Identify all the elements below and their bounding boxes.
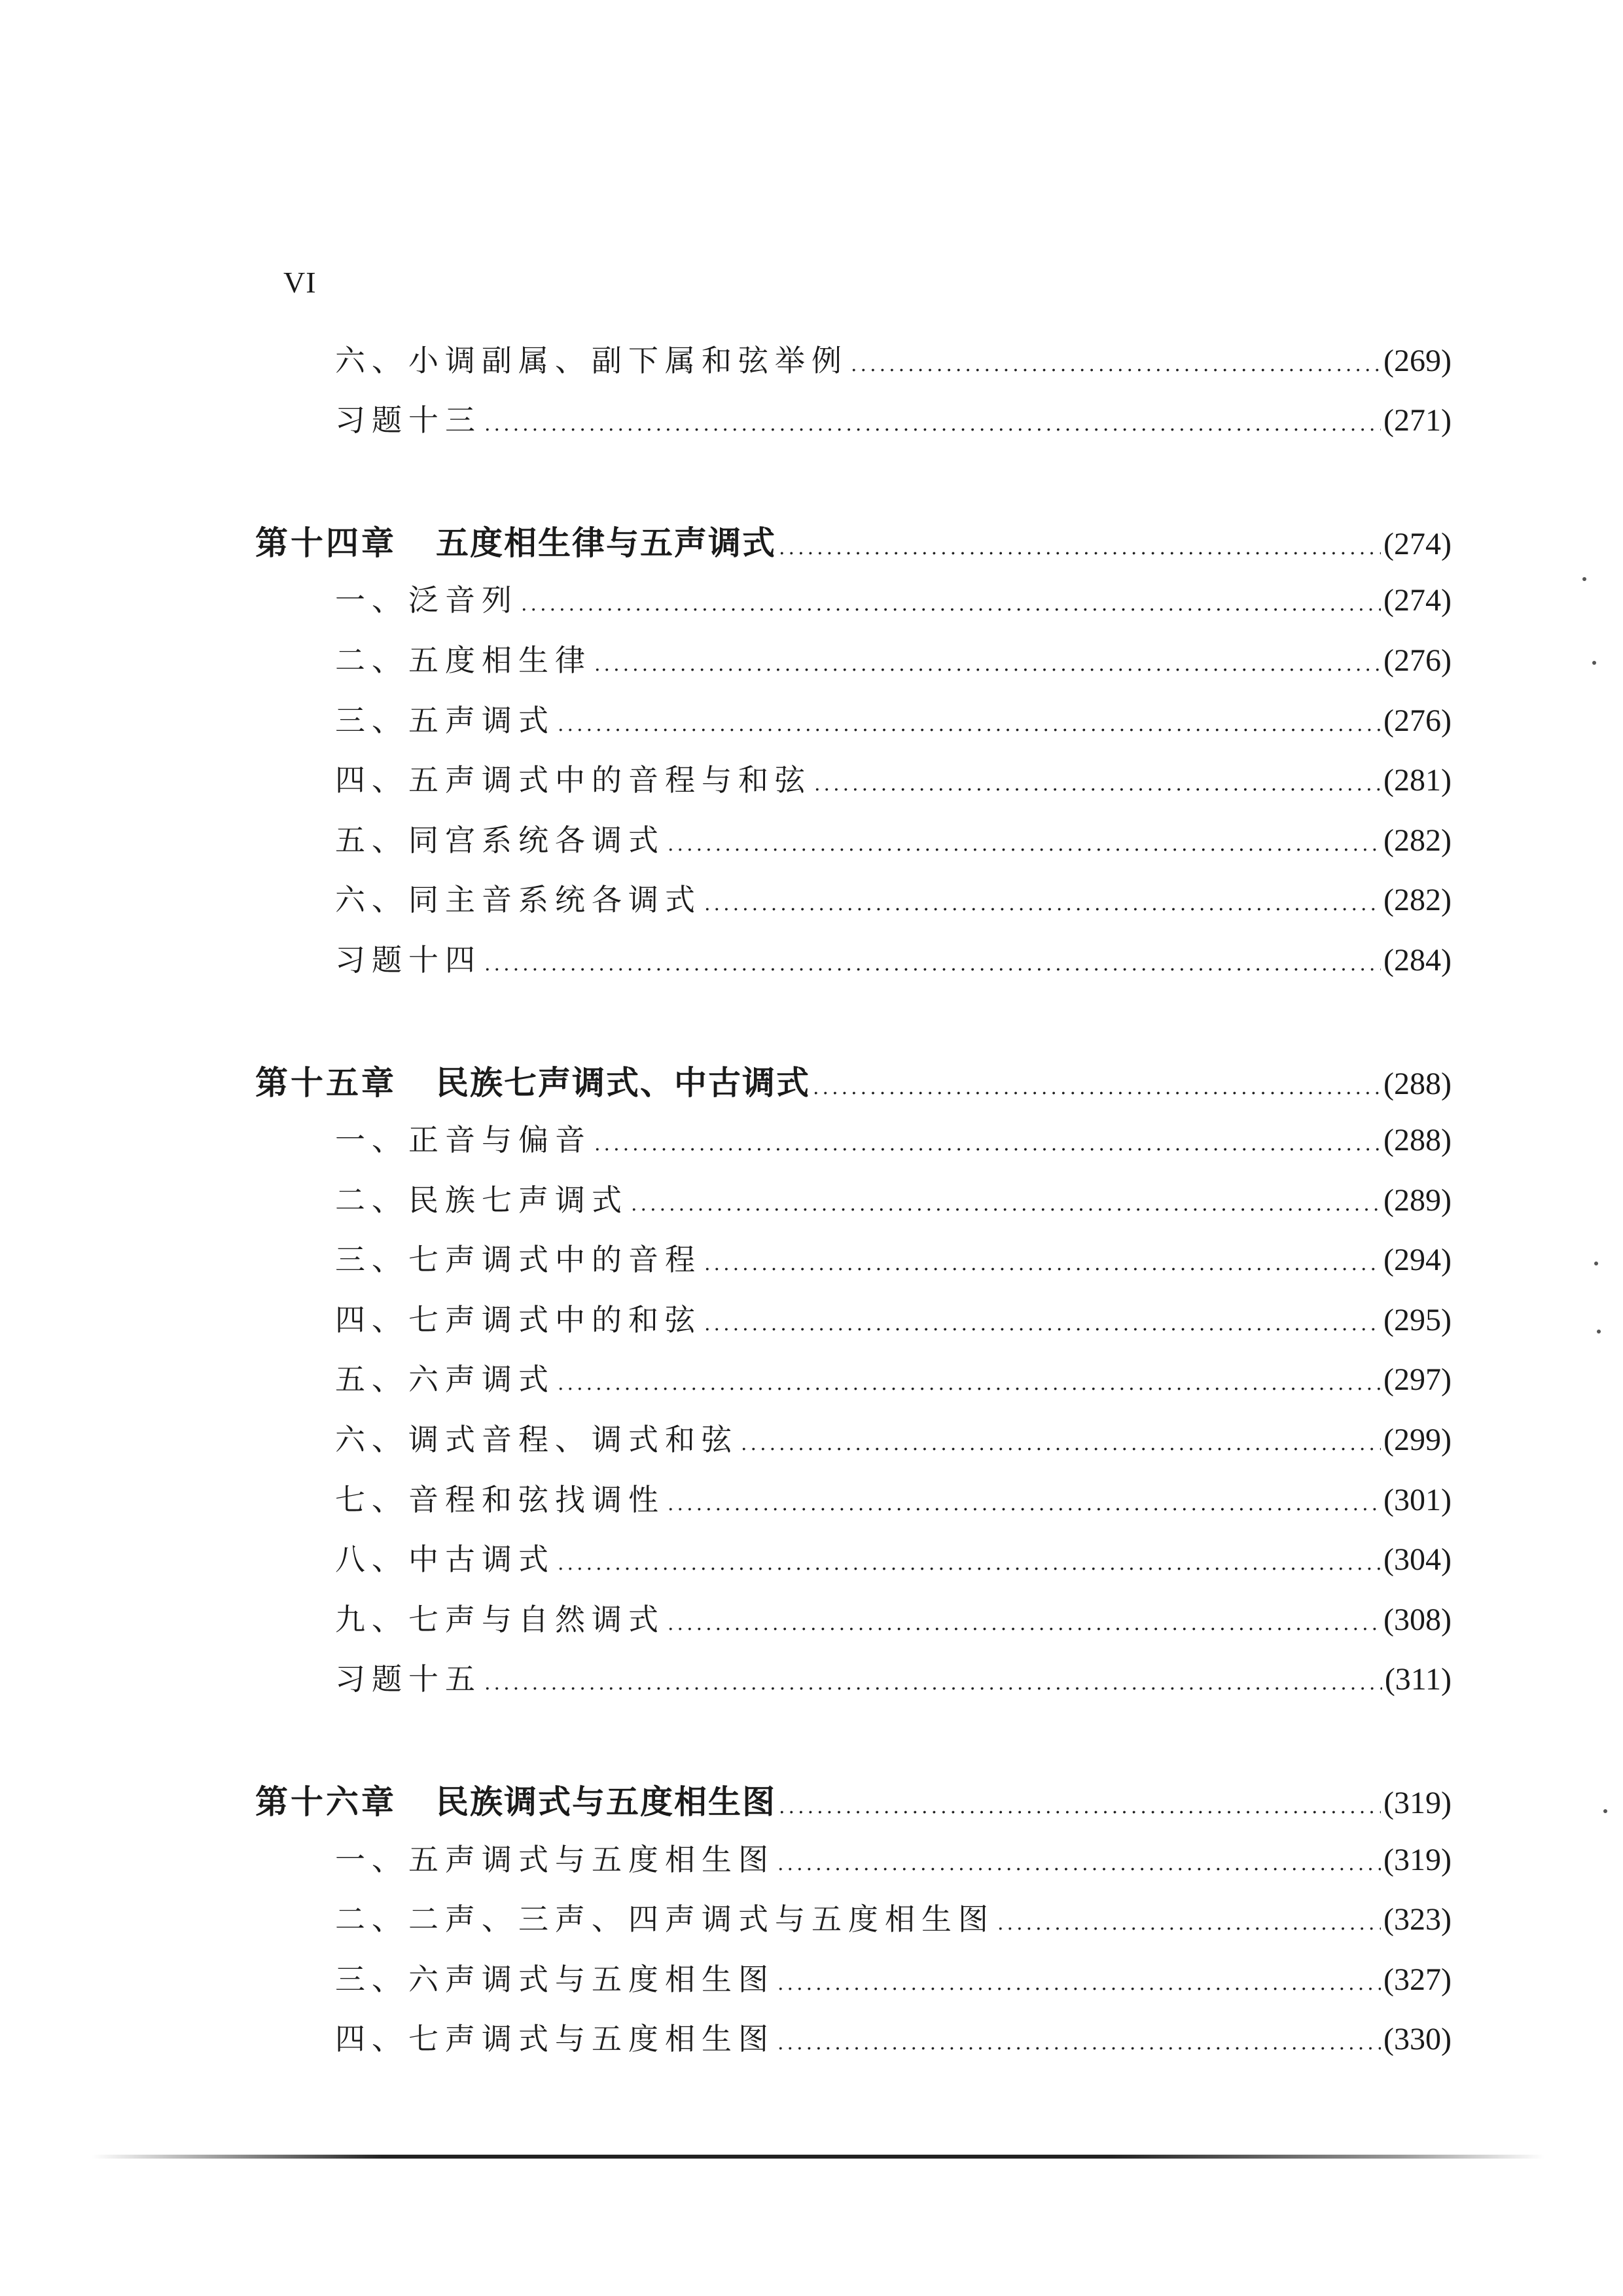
toc-entry-label: 七、音程和弦找调性: [335, 1482, 665, 1517]
toc-entry: [335, 1356, 1452, 1399]
dot-leader: [484, 953, 1381, 976]
toc-entry-page: (294): [1383, 1243, 1452, 1277]
toc-entry-page: (282): [1383, 883, 1452, 917]
toc-entry-label: 五、六声调式: [335, 1362, 555, 1397]
dot-leader: [813, 1076, 1381, 1099]
chapter-number: 第十四章: [255, 523, 397, 562]
chapter-number: 第十六章: [255, 1782, 397, 1821]
dot-leader: [704, 1252, 1381, 1275]
chapter-title: 五度相生律与五声调式: [436, 523, 776, 562]
scan-speck: [1597, 1330, 1601, 1333]
toc-entry: [335, 1536, 1452, 1579]
toc-entry-page: (276): [1383, 703, 1452, 738]
toc-entry-page: (319): [1383, 1843, 1452, 1877]
toc-entry-page: (282): [1383, 823, 1452, 858]
toc-entry-page: (330): [1383, 2022, 1452, 2057]
dot-leader: [558, 1372, 1381, 1395]
toc-entry-label: 四、五声调式中的音程与和弦: [335, 762, 812, 798]
toc-entry-label: 三、七声调式中的音程: [335, 1242, 702, 1277]
toc-entry: [335, 2015, 1452, 2058]
chapter-title: 民族调式与五度相生图: [436, 1782, 776, 1821]
toc-entry-label: 二、民族七声调式: [335, 1182, 628, 1218]
toc-entry: [335, 1896, 1452, 1939]
dot-leader: [704, 892, 1381, 915]
dot-leader: [777, 1852, 1381, 1875]
toc-entry-label: 三、五声调式: [335, 703, 555, 738]
dot-leader: [779, 537, 1381, 559]
toc-entry-label: 四、七声调式与五度相生图: [335, 2021, 775, 2057]
toc-entry-label: 习题十五: [335, 1661, 482, 1697]
toc-entry-label: 一、泛音列: [335, 582, 518, 618]
toc-entry: [335, 1596, 1452, 1639]
dot-leader: [484, 413, 1381, 436]
toc-entry-page: (288): [1383, 1123, 1452, 1157]
scan-speck: [1582, 577, 1586, 581]
toc-entry-page: (295): [1383, 1303, 1452, 1337]
toc-entry: [335, 1476, 1452, 1519]
toc-entry: [335, 1655, 1452, 1699]
toc-chapter-14: [255, 517, 1452, 564]
dot-leader: [594, 1133, 1381, 1156]
toc-entry: [335, 876, 1452, 919]
toc-entry: [335, 1416, 1452, 1459]
chapter-title: 民族七声调式、中古调式: [436, 1063, 810, 1102]
toc-entry: [335, 1116, 1452, 1159]
toc-entry: [335, 1956, 1452, 1999]
toc-entry-page: (311): [1384, 1662, 1452, 1697]
chapter-page: (288): [1383, 1067, 1452, 1101]
dot-leader: [558, 1552, 1381, 1575]
toc-entry: [335, 337, 1452, 380]
toc-entry-page: (299): [1383, 1422, 1452, 1457]
dot-leader: [631, 1193, 1381, 1216]
chapter-number: 第十五章: [255, 1063, 397, 1102]
scan-speck: [1594, 1262, 1598, 1265]
toc-entry-label: 五、同宫系统各调式: [335, 822, 665, 858]
toc-entry: [335, 817, 1452, 860]
dot-leader: [521, 593, 1381, 616]
page-number: VI: [283, 266, 317, 299]
toc-entry-page: (301): [1383, 1483, 1452, 1517]
toc-entry-label: 习题十三: [335, 402, 482, 438]
toc-entry-label: 一、正音与偏音: [335, 1122, 592, 1157]
toc-entry-page: (297): [1383, 1362, 1452, 1397]
scan-speck: [1603, 1809, 1607, 1813]
toc-entry-label: 六、调式音程、调式和弦: [335, 1422, 738, 1457]
toc-entry-label: 三、六声调式与五度相生图: [335, 1962, 775, 1997]
dot-leader: [777, 2032, 1381, 2055]
toc-entry: [335, 1296, 1452, 1339]
dot-leader: [668, 1612, 1381, 1635]
toc-entry: [335, 756, 1452, 800]
toc-entry-label: 二、二声、三声、四声调式与五度相生图: [335, 1901, 995, 1937]
toc-entry: [335, 936, 1452, 980]
dot-leader: [814, 773, 1381, 796]
toc-entry-label: 九、七声与自然调式: [335, 1602, 665, 1637]
toc-entry: [335, 697, 1452, 740]
toc-entry-label: 二、五度相生律: [335, 643, 592, 678]
toc-entry-page: (284): [1383, 943, 1452, 978]
toc-entry-page: (269): [1383, 344, 1452, 378]
toc-entry: [335, 637, 1452, 680]
toc-entry-page: (323): [1383, 1902, 1452, 1937]
toc-entry-page: (281): [1383, 763, 1452, 798]
toc-entry-page: (304): [1383, 1542, 1452, 1577]
toc-entry-label: 八、中古调式: [335, 1542, 555, 1577]
dot-leader: [668, 1492, 1381, 1515]
toc-entry-label: 一、五声调式与五度相生图: [335, 1842, 775, 1877]
toc-entry-page: (308): [1383, 1602, 1452, 1637]
toc-entry-page: (276): [1383, 643, 1452, 678]
dot-leader: [741, 1432, 1381, 1455]
chapter-page: (319): [1383, 1786, 1452, 1820]
dot-leader: [779, 1795, 1381, 1818]
dot-leader: [558, 713, 1381, 736]
toc-entry-page: (274): [1383, 583, 1452, 618]
chapter-page: (274): [1383, 527, 1452, 561]
dot-leader: [704, 1313, 1381, 1335]
dot-leader: [851, 353, 1381, 376]
toc-entry-label: 六、同主音系统各调式: [335, 882, 702, 917]
scan-speck: [1592, 661, 1596, 665]
toc-entry-label: 六、小调副属、副下属和弦举例: [335, 343, 848, 378]
toc-chapter-16: [255, 1776, 1452, 1823]
dot-leader: [777, 1972, 1381, 1995]
toc-entry: [335, 1176, 1452, 1220]
toc-entry-label: 习题十四: [335, 942, 482, 978]
toc-entry-page: (327): [1383, 1962, 1452, 1997]
toc-entry-page: (271): [1383, 403, 1452, 438]
toc-entry: [335, 1236, 1452, 1279]
dot-leader: [484, 1672, 1382, 1695]
toc-chapter-15: [255, 1057, 1452, 1104]
toc-entry: [335, 576, 1452, 620]
dot-leader: [997, 1912, 1381, 1935]
dot-leader: [594, 653, 1381, 676]
toc-entry: [335, 397, 1452, 440]
dot-leader: [668, 833, 1381, 856]
toc-entry-page: (289): [1383, 1183, 1452, 1218]
scan-bottom-rule: [92, 2155, 1544, 2159]
toc-entry: [335, 1836, 1452, 1879]
toc-entry-label: 四、七声调式中的和弦: [335, 1302, 702, 1337]
